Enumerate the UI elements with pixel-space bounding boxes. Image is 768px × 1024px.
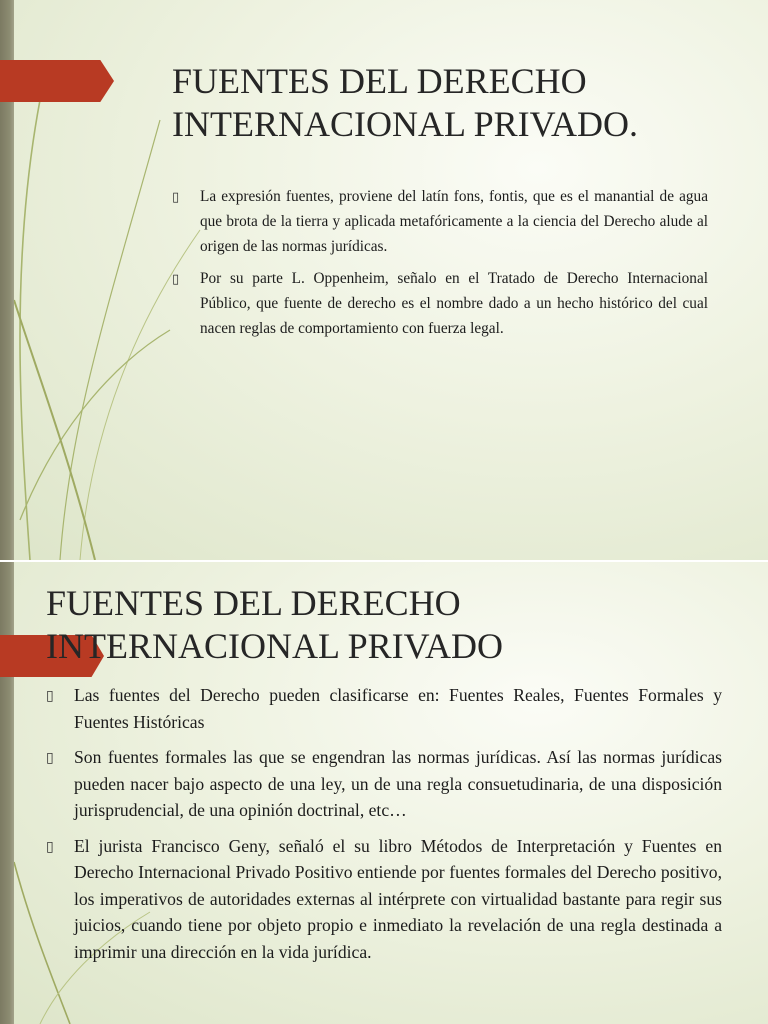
- bullet-square-icon: ▯: [46, 750, 54, 766]
- bullet-item: [46, 744, 722, 824]
- bullet-item: [172, 184, 708, 259]
- bullet-list: [172, 184, 708, 348]
- slide-2: [0, 562, 768, 1024]
- bullet-square-icon: ▯: [172, 190, 180, 205]
- swoosh-line: [20, 100, 40, 560]
- bullet-text: Las fuentes del Derecho pueden clasificarse en: Fuentes Reales, Fuentes Formales y Fuentes Históricas: [74, 685, 722, 732]
- bullet-square-icon: ▯: [46, 688, 54, 704]
- title-arrow-shape: [0, 60, 114, 102]
- bullet-item: [46, 682, 722, 735]
- swoosh-line: [60, 120, 160, 560]
- bullet-list: [46, 682, 722, 974]
- bullet-item: [46, 833, 722, 966]
- title-line-1: FUENTES DEL DERECHO: [46, 583, 461, 623]
- bullet-square-icon: ▯: [46, 838, 54, 855]
- bullet-square-icon: ▯: [172, 272, 180, 287]
- slide-title: [46, 582, 746, 668]
- bullet-text: La expresión fuentes, proviene del latín fons, fontis, que es el manantial de agua que brota de la tierra y aplicada metafóricamente a la ciencia del Derecho alude al origen de las normas jurídicas.: [200, 188, 708, 255]
- title-line-1: FUENTES DEL DERECHO: [172, 61, 587, 101]
- bullet-text: Por su parte L. Oppenheim, señalo en el Tratado de Derecho Internacional Público, que fuente de derecho es el nombre dado a un hecho histórico del cual nacen reglas de comportamiento con fuerza legal.: [200, 270, 708, 337]
- swoosh-line: [20, 330, 170, 520]
- bullet-text: El jurista Francisco Geny, señaló el su libro Métodos de Interpretación y Fuentes en Derecho Internacional Privado Positivo entiende por fuentes formales del Derecho positivo, los imperativos de autoridades externas al intérprete con virtualidad bastante para regir sus juicios, cuando tiene por objeto propio e inmediato la revelación de una regla destinada a imprimir una dirección en la vida jurídica.: [74, 835, 722, 962]
- left-accent-bar: [0, 562, 14, 1024]
- bullet-item: [172, 266, 708, 341]
- title-line-2: INTERNACIONAL PRIVADO: [46, 626, 503, 667]
- slide-title: [172, 60, 732, 146]
- bullet-text: Son fuentes formales las que se engendran las normas jurídicas. Así las normas jurídicas pueden nacer bajo aspecto de una ley, un de una regla consuetudinaria, de una disposición jurisprudencial, de una opinión doctrinal, etc…: [74, 747, 722, 820]
- title-line-2: INTERNACIONAL PRIVADO.: [172, 104, 638, 145]
- swoosh-line: [14, 300, 95, 560]
